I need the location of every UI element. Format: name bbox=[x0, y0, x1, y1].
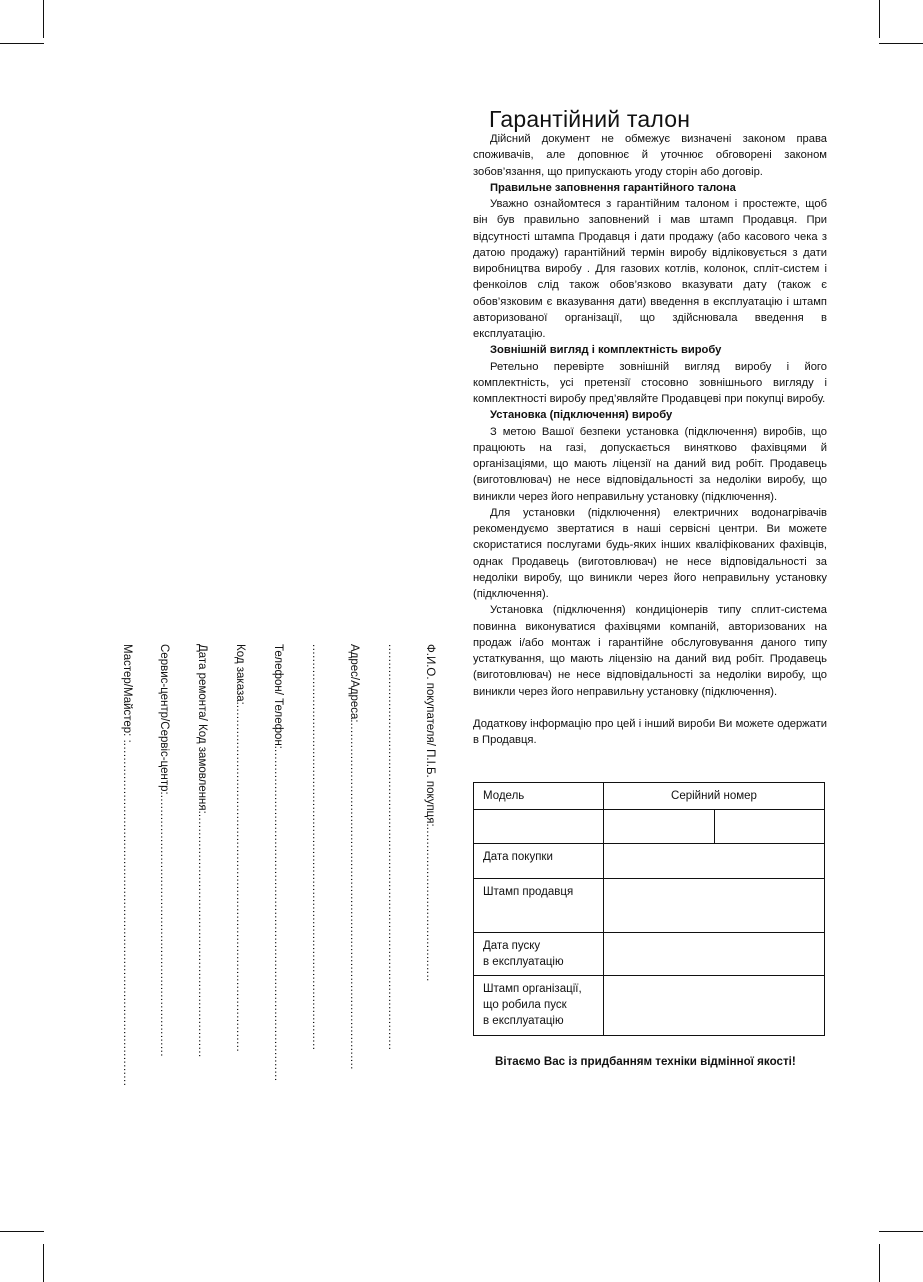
serial-label: Серійний номер bbox=[604, 783, 825, 810]
info-paragraph: Додаткову інформацію про цей і інший вироби Ви можете одержати в Продавця. bbox=[473, 717, 827, 746]
model-label: Модель bbox=[474, 783, 604, 810]
section-heading: Правильне заповнення гарантійного талона bbox=[490, 181, 736, 194]
org-stamp-label-line: що робила пуск bbox=[483, 999, 567, 1011]
org-stamp-label-line: Штамп організації, bbox=[483, 983, 582, 995]
stub-master-label: Мастер/Майстер: : bbox=[121, 644, 133, 743]
stub-address-field[interactable]: Адрес/Адреса:.............................................................................................. bbox=[348, 644, 360, 1070]
section-paragraph: З метою Вашої безпеки установка (підключення) виробів, що працюють на газі, допускається винятково фахівцями й організаціями, що мають ліцензії на даний вид робіт. Продавець (виготовлювач) не несе відповідальності за недоліки виробу, що виникли через його неправильну установку (підключення). bbox=[473, 425, 827, 503]
crop-mark bbox=[0, 43, 44, 44]
seller-stamp-label: Штамп продавця bbox=[474, 879, 604, 933]
section-heading: Зовнішній вигляд і комплектність виробу bbox=[490, 344, 722, 357]
warranty-table bbox=[473, 782, 825, 1036]
stub-master-field[interactable]: Мастер/Майстер: :............................................................................................. bbox=[121, 644, 133, 1087]
seller-stamp-field[interactable] bbox=[604, 879, 825, 933]
section-paragraph: Установка (підключення) кондиціонерів типу сплит-система повинна виконуватися фахівцями компаній, авторизованих на продаж і/або монтаж і гарантійне обслуговування даного типу устаткування, що мають ліцензію на даний вид робіт. Продавець (виготовлювач) не несе відповідальності за недоліки виробу, що виникли через його неправильну установку (підключення). bbox=[473, 604, 827, 698]
org-stamp-label-line: в експлуатацію bbox=[483, 1015, 564, 1027]
intro-paragraph: Дійсний документ не обмежує визначені законом права споживачів, але доповнює й уточнює обговорені законом зобов’язання, що припускають угоду сторін або договір. bbox=[473, 133, 827, 178]
warranty-text bbox=[473, 131, 827, 748]
stub-fio-label: Ф.И.О. покупателя/ П.І.Б. покупця: bbox=[424, 644, 436, 827]
purchase-date-field[interactable] bbox=[604, 844, 825, 879]
model-field[interactable] bbox=[474, 810, 604, 844]
stub-order-code-label: Код заказа: bbox=[234, 644, 246, 705]
stub-address-label: Адрес/Адреса: bbox=[348, 644, 360, 723]
org-stamp-label bbox=[474, 976, 604, 1036]
stub-order-code-field[interactable]: Код заказа:.............................................................................................. bbox=[234, 644, 246, 1053]
section-heading: Установка (підключення) виробу bbox=[490, 409, 673, 422]
crop-mark bbox=[43, 0, 44, 38]
serial-field-2[interactable] bbox=[715, 810, 825, 844]
start-date-label-line: в експлуатацію bbox=[483, 956, 564, 968]
section-paragraph: Ретельно перевірте зовнішній вигляд виробу і його комплектність, усі претензії стосовно зовнішнього вигляду і комплектності виробу пред’являйте Продавцеві при покупці виробу. bbox=[473, 360, 827, 405]
stub-phone-field[interactable]: Телефон/ Телефон:.......................................................................................... bbox=[272, 644, 284, 1082]
stub-service-center-label: Сервис-центр/Сервіс-центр: bbox=[158, 644, 170, 795]
crop-mark bbox=[879, 0, 880, 38]
stub-repair-date-label: Дата ремонта/ Код замовлення: bbox=[196, 644, 208, 814]
stub-phone-label: Телефон/ Телефон: bbox=[272, 644, 284, 749]
start-date-label-line: Дата пуску bbox=[483, 940, 541, 952]
stub-repair-date-field[interactable]: Дата ремонта/ Код замовлення:.................................................................. bbox=[196, 644, 208, 1058]
purchase-date-label: Дата покупки bbox=[474, 844, 604, 879]
page-title: Гарантійний талон bbox=[489, 106, 691, 133]
stub-fio-field[interactable]: Ф.И.О. покупателя/ П.І.Б. покупця:.......................................... bbox=[424, 644, 436, 982]
crop-mark bbox=[879, 43, 923, 44]
stub-service-center-field[interactable]: Сервис-центр/Сервіс-центр:....................................................................... bbox=[158, 644, 170, 1058]
crop-mark bbox=[879, 1231, 923, 1232]
greeting-text: Вітаємо Вас із придбанням техніки відмінної якості! bbox=[495, 1055, 796, 1068]
crop-mark bbox=[879, 1244, 880, 1282]
stub-address-line2[interactable]: .............................................................................................................. bbox=[310, 644, 322, 1051]
org-stamp-field[interactable] bbox=[604, 976, 825, 1036]
start-date-field[interactable] bbox=[604, 933, 825, 976]
start-date-label bbox=[474, 933, 604, 976]
stub-fields bbox=[118, 644, 448, 1164]
stub-fio-line2[interactable]: .............................................................................................................. bbox=[386, 644, 398, 1051]
section-paragraph: Для установки (підключення) електричних водонагрівачів рекомендуємо звертатися в наші сервісні центри. Ви можете скористатися послугами будь-яких інших кваліфікованих фахівців, однак Продавець (виготовлювач) не несе відповідальності за недоліки виробу, що виникли через його неправильну установку (підключення). bbox=[473, 506, 827, 600]
serial-field-1[interactable] bbox=[604, 810, 715, 844]
crop-mark bbox=[43, 1244, 44, 1282]
section-paragraph: Уважно ознайомтеся з гарантійним талоном і простежте, щоб він був правильно заповнений і мав штамп Продавця. При відсутності штампа Продавця і дати продажу (або касового чека з датою продажу) гарантійний термін виробу відліковується з дати виробництва виробу . Для газових котлів, колонок, спліт-систем і фенкоілов слід також обов’язково вказувати дату (також є обов’язковим є вказування дати) введення в експлуатацію і штамп авторизованої організації, що здійснювала введення в експлуатацію. bbox=[473, 198, 827, 340]
crop-mark bbox=[0, 1231, 44, 1232]
